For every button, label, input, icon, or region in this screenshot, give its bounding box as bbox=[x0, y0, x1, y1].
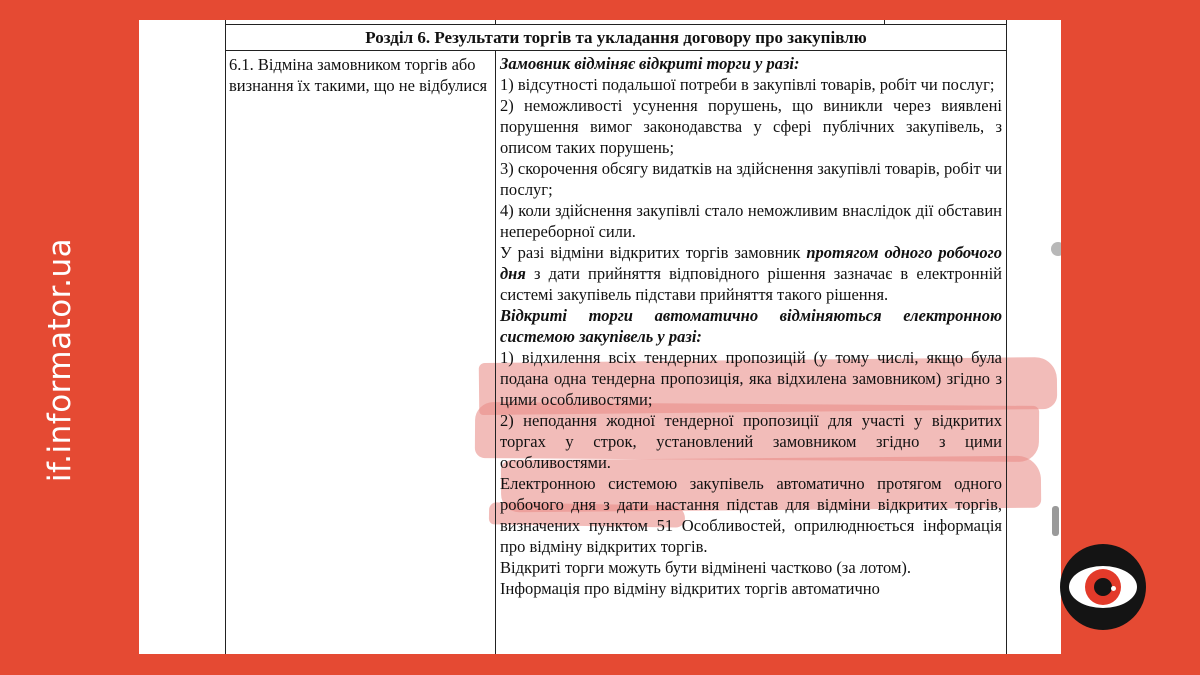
paragraph: 4) коли здійснення закупівлі стало неможливим внаслідок дії обставин непереборної сили. bbox=[500, 201, 1002, 241]
document-page bbox=[139, 20, 1061, 654]
paragraph: 1) відсутності подальшої потреби в закупівлі товарів, робіт чи послуг; bbox=[500, 75, 995, 94]
scrollbar-thumb[interactable] bbox=[1052, 506, 1059, 536]
paragraph: У разі відміни відкритих торгів замовник протягом одного робочого дня з дати прийняття відповідного рішення зазначає в електронній системі закупівель підстави прийняття такого рішення. bbox=[500, 243, 1002, 304]
eye-icon bbox=[1060, 544, 1146, 630]
paragraph: Інформація про відміну відкритих торгів автоматично bbox=[500, 579, 880, 598]
paragraph: 2) неподання жодної тендерної пропозиції для участі у відкритих торгах у строк, установлений замовником згідно з цими особливостями. bbox=[500, 411, 1002, 472]
paragraph: Відкриті торги можуть бути відмінені частково (за лотом). bbox=[500, 558, 912, 577]
section-title: Розділ 6. Результати торгів та укладання договору про закупівлю bbox=[226, 25, 1006, 51]
clause-label: 6.1. Відміна замовником торгів або визнання їх такими, що не відбулися bbox=[229, 55, 488, 95]
paragraph: Замовник відміняє відкриті торги у разі: bbox=[500, 54, 800, 73]
paragraph: 3) скорочення обсягу видатків на здійснення закупівлі товарів, робіт чи послуг; bbox=[500, 159, 1002, 199]
clause-text bbox=[500, 53, 1002, 599]
brand-sidebar bbox=[20, 180, 100, 540]
paragraph: 1) відхилення всіх тендерних пропозицій (у тому числі, якщо була подана одна тендерна пропозиція, яка відхилена замовником) згідно з цими особливостями; bbox=[500, 348, 1002, 409]
paragraph: Відкриті торги автоматично відміняються електронною системою закупівель у разі: bbox=[500, 306, 1002, 346]
paragraph: 2) неможливості усунення порушень, що виникли через виявлені порушення вимог законодавства у сфері публічних закупівель, з описом таких порушень; bbox=[500, 96, 1002, 157]
paragraph: Електронною системою закупівель автоматично протягом одного робочого дня з дати настання підстав для відміни відкритих торгів, визначених пунктом 51 Особливостей, оприлюднюється інформація про відміну відкритих торгів. bbox=[500, 474, 1002, 556]
site-name: if.informator.ua bbox=[42, 237, 78, 483]
scrollbar-button[interactable] bbox=[1051, 242, 1061, 256]
procurement-table bbox=[225, 20, 1007, 654]
